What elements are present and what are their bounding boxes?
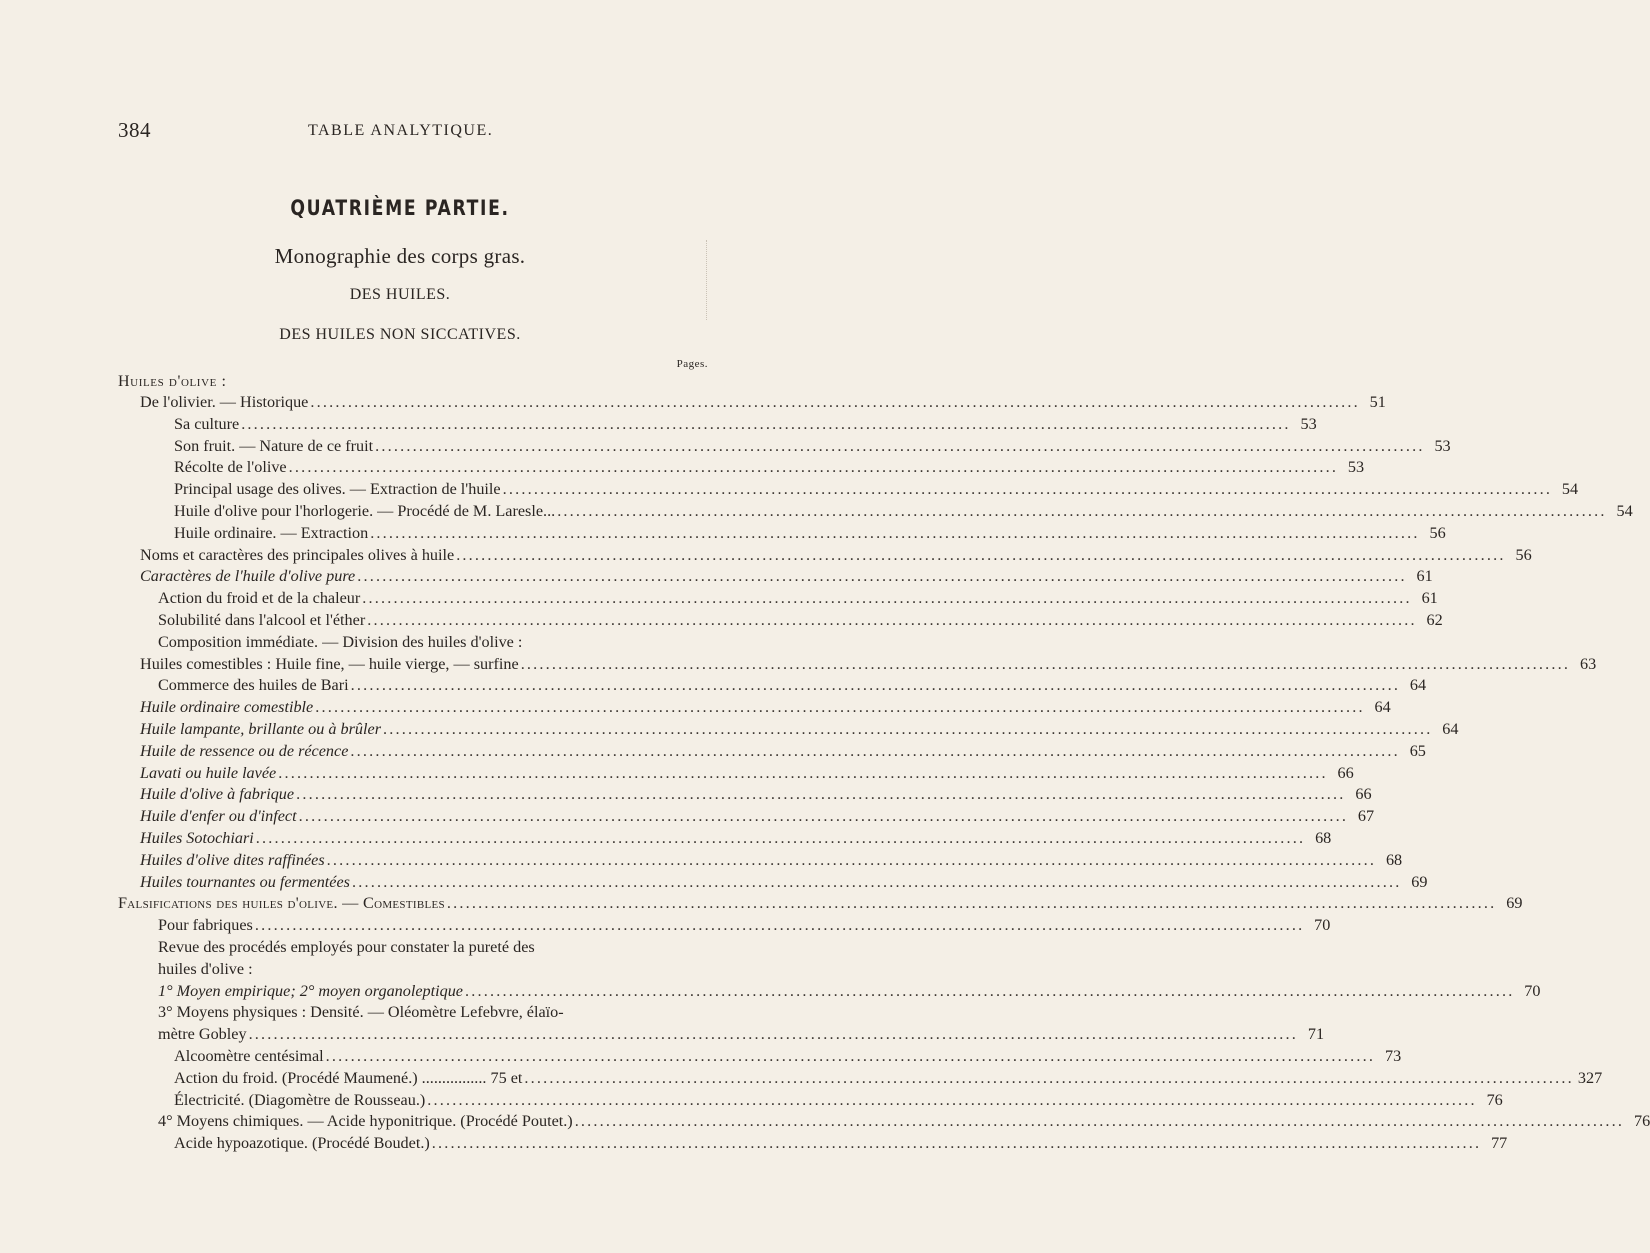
- toc-entry-text: Action du froid. (Procédé Maumené.) ................ 75 et: [174, 1068, 523, 1087]
- toc-entry-text: Composition immédiate. — Division des huiles d'olive :: [158, 632, 523, 651]
- toc-page-number: 327: [1577, 1068, 1603, 1087]
- toc-page-number: 73: [1384, 1046, 1402, 1065]
- toc-entry: [118, 1002, 698, 1024]
- dot-leader: [351, 675, 1400, 697]
- dot-leader: [327, 850, 1376, 872]
- toc-entry: [118, 1111, 1650, 1133]
- toc-entry-text: Solubilité dans l'alcool et l'éther: [158, 610, 366, 629]
- dot-leader: [241, 414, 1290, 436]
- dot-leader: [465, 981, 1514, 1003]
- toc-page-number: 65: [1409, 741, 1426, 760]
- section-heading-non-siccatives: DES HUILES NON SICCATIVES.: [279, 326, 521, 343]
- toc-entry-text: mètre Gobley: [158, 1025, 247, 1044]
- dot-leader: [427, 1090, 1476, 1112]
- toc-page-number: 70: [1524, 981, 1541, 1000]
- toc-page-number: 69: [1411, 872, 1428, 891]
- toc-entry-text: huiles d'olive :: [158, 959, 253, 978]
- toc-page-number: 53: [1347, 458, 1365, 477]
- toc-entry: [118, 872, 1428, 894]
- toc-page-number: 54: [1561, 480, 1579, 499]
- dot-leader: [310, 392, 1359, 414]
- toc-entry: [118, 675, 1427, 697]
- dot-leader: [367, 610, 1416, 632]
- dot-leader: [350, 741, 1399, 763]
- dot-leader: [289, 457, 1338, 479]
- dot-leader: [375, 436, 1424, 458]
- toc-entry: [118, 697, 1391, 719]
- toc-entry: [118, 632, 698, 654]
- dot-leader: [326, 1046, 1375, 1068]
- toc-entry: [118, 436, 1451, 458]
- margin-pencil-mark: [706, 240, 709, 320]
- toc-entry-text: 1° Moyen empirique; 2° moyen organoleptique: [158, 981, 463, 1000]
- toc-entry-text: Pour fabriques: [158, 916, 253, 935]
- toc-page-number: 68: [1315, 828, 1332, 847]
- toc-entry-text: Huile ordinaire comestible: [140, 698, 314, 717]
- toc-entry-text: Alcoomètre centésimal: [174, 1046, 324, 1065]
- toc-entry: [118, 523, 1446, 545]
- toc-page-number: 64: [1409, 676, 1427, 695]
- toc-entry: [118, 566, 1433, 588]
- toc-page-number: 64: [1442, 719, 1459, 738]
- toc-entry-text: Huiles d'olive dites raffinées: [140, 850, 325, 869]
- toc-entry-text: Commerce des huiles de Bari: [158, 676, 349, 695]
- toc-entry: [118, 806, 1375, 828]
- dot-leader: [456, 545, 1505, 567]
- category-label: Huiles d'olive :: [118, 373, 227, 390]
- subtitle: Monographie des corps gras.: [274, 244, 526, 268]
- dot-leader: [524, 1068, 1573, 1090]
- toc-entry: [118, 1090, 1503, 1112]
- toc-page-number: 62: [1426, 610, 1443, 629]
- toc-entry: [118, 501, 1633, 523]
- toc-page-number: 77: [1491, 1134, 1508, 1153]
- toc-page-number: 68: [1385, 850, 1403, 869]
- part-title: QUATRIÈME PARTIE.: [290, 196, 510, 220]
- toc-entry: [118, 1024, 1325, 1046]
- toc-entry-text: Huile d'olive pour l'horlogerie. — Procédé de M. Laresle...: [174, 501, 556, 520]
- toc-entry-text: Huiles tournantes ou fermentées: [140, 872, 350, 891]
- toc-page-number: 64: [1374, 698, 1391, 717]
- toc-page-number: 63: [1579, 654, 1597, 673]
- toc-page-number: 51: [1369, 393, 1386, 411]
- toc-entry: [118, 828, 1332, 850]
- toc-entry: [118, 719, 1459, 741]
- toc-entry: [118, 1133, 1508, 1155]
- toc-entry: [118, 784, 1372, 806]
- toc-entry: [118, 654, 1597, 676]
- dot-leader: [575, 1111, 1624, 1133]
- toc-entry: [118, 545, 1532, 567]
- toc-entry-text: Huile lampante, brillante ou à brûler: [140, 719, 381, 738]
- toc-page-number: 56: [1429, 523, 1446, 542]
- toc-page-number: 71: [1307, 1025, 1325, 1044]
- dot-leader: [557, 501, 1606, 523]
- toc-entry-text: Huile d'enfer ou d'infect: [140, 807, 297, 826]
- toc-entry-text: Récolte de l'olive: [174, 458, 287, 477]
- toc-page-number: 70: [1314, 916, 1331, 935]
- toc-page-number: 76: [1633, 1112, 1650, 1131]
- dot-leader: [447, 893, 1496, 915]
- toc-entry-text: Huiles comestibles : Huile fine, — huile vierge, — surfine: [140, 654, 519, 673]
- toc-entry-text: Caractères de l'huile d'olive pure: [140, 567, 356, 586]
- toc-entry: [118, 937, 698, 959]
- toc-entry: [118, 457, 1365, 479]
- toc-page-number: 53: [1434, 436, 1451, 455]
- dot-leader: [256, 828, 1305, 850]
- dot-leader: [296, 784, 1345, 806]
- toc-entry-text: Falsifications des huiles d'olive. — Comestibles: [118, 894, 445, 913]
- dot-leader: [521, 654, 1570, 676]
- toc-page-number: 61: [1416, 567, 1433, 586]
- table-of-contents-entries: [118, 392, 1650, 1155]
- toc-entry: [118, 479, 1579, 501]
- toc-entry-text: Revue des procédés employés pour constater la pureté des: [158, 937, 535, 956]
- dot-leader: [255, 915, 1304, 937]
- page-header: [118, 118, 698, 148]
- toc-page-number: 61: [1421, 589, 1438, 608]
- pages-column-label: Pages.: [676, 358, 708, 370]
- dot-leader: [503, 479, 1552, 501]
- toc-entry-text: Huile de ressence ou de récence: [140, 741, 349, 760]
- toc-page-number: 67: [1357, 807, 1375, 826]
- toc-entry-text: Principal usage des olives. — Extraction de l'huile: [174, 480, 501, 499]
- toc-entry-text: Son fruit. — Nature de ce fruit: [174, 436, 374, 455]
- dot-leader: [357, 566, 1406, 588]
- toc-entry: [118, 959, 698, 981]
- toc-entry-text: Lavati ou huile lavée: [140, 763, 277, 782]
- toc-entry-text: Huile d'olive à fabrique: [140, 785, 295, 804]
- toc-entry: [118, 414, 1317, 436]
- dot-leader: [299, 806, 1348, 828]
- dot-leader: [278, 763, 1327, 785]
- toc-entry: [118, 850, 1403, 872]
- dot-leader: [362, 588, 1411, 610]
- toc-entry-text: Huiles Sotochiari: [140, 828, 254, 847]
- toc-entry: [118, 981, 1541, 1003]
- toc-page-number: 76: [1486, 1090, 1503, 1109]
- dot-leader: [432, 1133, 1481, 1155]
- toc-entry-text: De l'olivier. — Historique: [140, 393, 309, 411]
- toc-entry: [118, 1068, 1603, 1090]
- toc-entry: [118, 392, 1386, 414]
- running-head: TABLE ANALYTIQUE.: [308, 122, 494, 139]
- toc-entry: [118, 588, 1438, 610]
- toc-entry-text: Huile ordinaire. — Extraction: [174, 523, 369, 542]
- dot-leader: [383, 719, 1432, 741]
- toc-entry-text: Acide hypoazotique. (Procédé Boudet.): [174, 1134, 430, 1153]
- toc-entry-text: Action du froid et de la chaleur: [158, 589, 361, 608]
- toc-page-number: 54: [1616, 501, 1633, 520]
- toc-page-number: 69: [1506, 894, 1523, 913]
- toc-entry: [118, 893, 1523, 915]
- toc-entry-text: 4° Moyens chimiques. — Acide hyponitrique. (Procédé Poutet.): [158, 1112, 573, 1131]
- dot-leader: [249, 1024, 1298, 1046]
- dot-leader: [352, 872, 1401, 894]
- toc-entry-text: Noms et caractères des principales olives à huile: [140, 545, 455, 564]
- toc-entry: [118, 915, 1331, 937]
- toc-entry: [118, 763, 1354, 785]
- toc-entry-text: Sa culture: [174, 414, 240, 433]
- section-heading-huiles: DES HUILES.: [349, 286, 451, 303]
- toc-page-number: 66: [1355, 785, 1372, 804]
- dot-leader: [315, 697, 1364, 719]
- toc-entry: [118, 1046, 1402, 1068]
- toc-entry-text: Électricité. (Diagomètre de Rousseau.): [174, 1090, 426, 1109]
- toc-page-number: 56: [1515, 545, 1532, 564]
- toc-page-number: 66: [1337, 763, 1354, 782]
- toc-entry: [118, 741, 1426, 763]
- toc-entry: [118, 610, 1443, 632]
- dot-leader: [370, 523, 1419, 545]
- toc-entry-text: 3° Moyens physiques : Densité. — Oléomètre Lefebvre, élaïo-: [158, 1003, 564, 1022]
- toc-page-number: 53: [1300, 414, 1317, 433]
- page-number: 384: [118, 118, 151, 142]
